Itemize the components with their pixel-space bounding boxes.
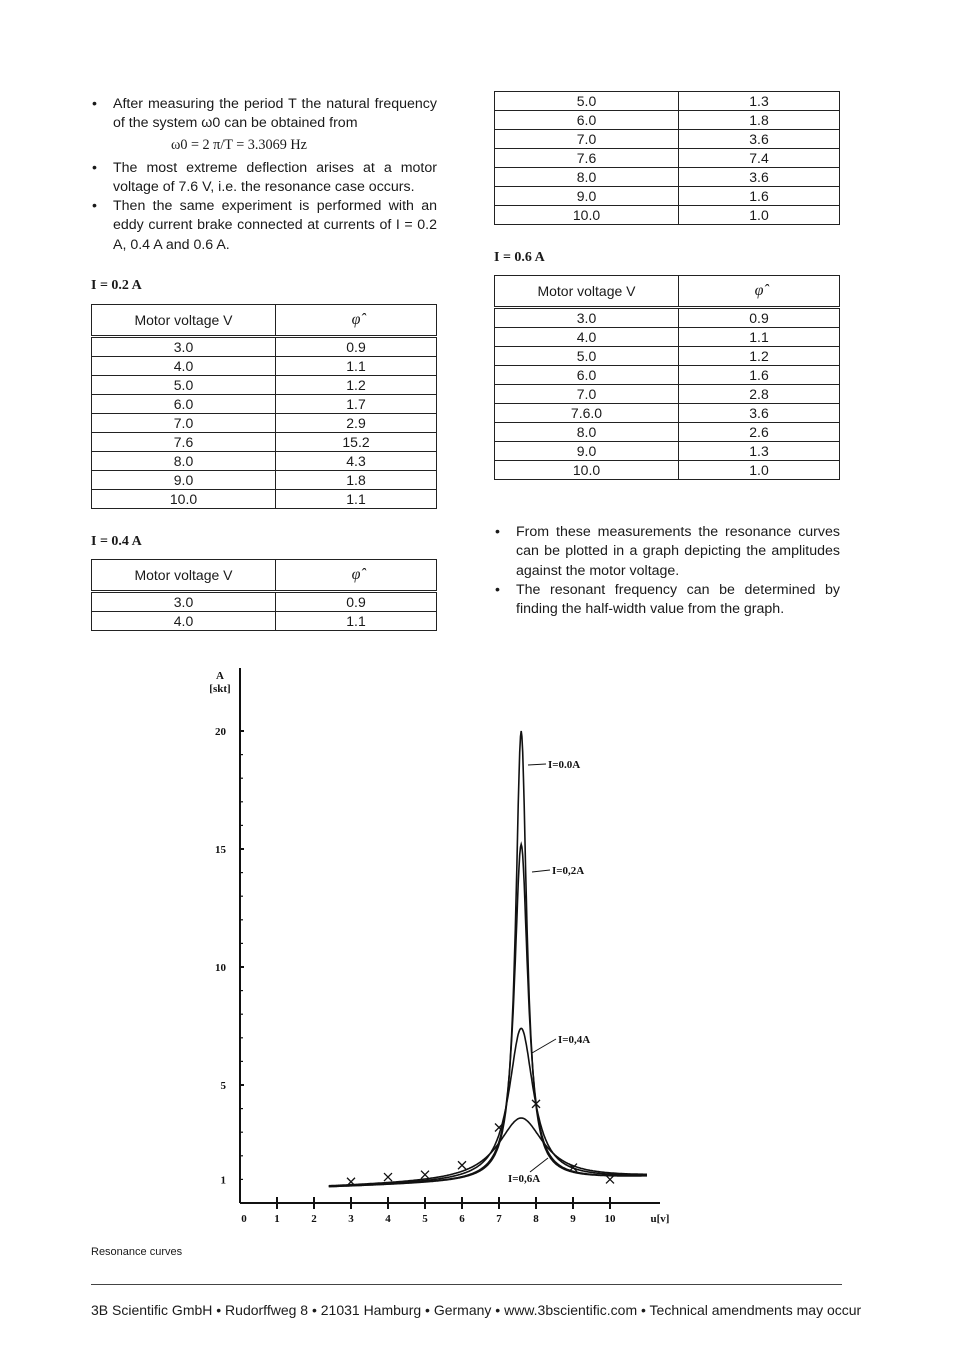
x-tick-label: 2	[311, 1213, 317, 1225]
resonance-chart	[0, 660, 954, 1260]
table-0.6A	[494, 275, 840, 480]
y-tick-label: 5	[220, 1080, 226, 1092]
table-row	[495, 149, 840, 168]
table-label-0.4A: I = 0.4 A	[91, 534, 142, 549]
amplitude-cell: 1.2	[276, 376, 437, 395]
voltage-cell: 7.6	[495, 149, 679, 168]
table-row	[495, 366, 840, 385]
table-row	[495, 442, 840, 461]
amplitude-cell: 2.8	[679, 385, 840, 404]
bullet-text: From these measurements the resonance curves can be plotted in a graph depicting the amplitudes against the motor voltage.	[516, 524, 840, 579]
table-row	[495, 423, 840, 442]
series-line	[329, 731, 647, 1187]
amplitude-cell: 1.1	[276, 612, 437, 631]
voltage-cell: 6.0	[495, 366, 679, 385]
amplitude-cell: 1.8	[276, 471, 437, 490]
amplitude-cell: 1.1	[679, 328, 840, 347]
amplitude-cell: 1.8	[679, 111, 840, 130]
voltage-cell: 8.0	[495, 423, 679, 442]
table-row	[495, 328, 840, 347]
data-point-marker	[606, 1175, 614, 1183]
x-tick-label: 0	[241, 1213, 247, 1225]
table-row	[495, 187, 840, 206]
amplitude-cell: 1.1	[276, 490, 437, 509]
table-label-0.2A: I = 0.2 A	[91, 278, 142, 293]
header-amplitude: φ̂	[276, 305, 437, 337]
series-label: I=0.0A	[548, 759, 581, 771]
amplitude-cell: 4.3	[276, 452, 437, 471]
amplitude-cell: 0.9	[276, 337, 437, 357]
table-row	[495, 168, 840, 187]
figure-caption: Resonance curves	[91, 1246, 183, 1258]
amplitude-cell: 1.3	[679, 92, 840, 111]
data-point-marker	[384, 1173, 392, 1181]
voltage-cell: 7.6.0	[495, 404, 679, 423]
footer-divider	[91, 1284, 842, 1285]
x-tick-label: 5	[422, 1213, 428, 1225]
voltage-cell: 8.0	[495, 168, 679, 187]
x-tick-label: 10	[604, 1213, 616, 1225]
amplitude-cell: 0.9	[679, 308, 840, 328]
amplitude-cell: 1.2	[679, 347, 840, 366]
voltage-cell: 4.0	[92, 357, 276, 376]
table-row	[495, 385, 840, 404]
series-line	[329, 844, 647, 1186]
footer-text: 3B Scientific GmbH • Rudorffweg 8 • 21031 Hamburg • Germany • www.3bscientific.com • Technical amendments may occur	[91, 1302, 862, 1318]
table-row	[92, 592, 437, 612]
chart-labels	[508, 759, 590, 1185]
label-leader	[532, 870, 550, 872]
voltage-cell: 3.0	[92, 337, 276, 357]
table-row	[92, 452, 437, 471]
header-motor-voltage: Motor voltage V	[92, 305, 276, 337]
header-amplitude: φ̂	[276, 560, 437, 592]
left-bullet-list	[91, 95, 437, 255]
voltage-cell: 4.0	[92, 612, 276, 631]
x-axis-label: u[v]	[650, 1213, 670, 1225]
header-motor-voltage: Motor voltage V	[495, 276, 679, 308]
table-row	[495, 92, 840, 111]
formula-omega: ω0 = 2 π/T = 3.3069 Hz	[171, 136, 307, 153]
chart-curves	[329, 731, 647, 1187]
y-tick-label: 1	[220, 1174, 226, 1187]
voltage-cell: 7.0	[92, 414, 276, 433]
amplitude-cell: 2.6	[679, 423, 840, 442]
amplitude-cell: 1.3	[679, 442, 840, 461]
data-point-marker	[458, 1161, 466, 1169]
table-row	[92, 376, 437, 395]
table-row	[92, 395, 437, 414]
table-row	[495, 130, 840, 149]
y-tick-label: 20	[215, 726, 226, 738]
table-row	[92, 357, 437, 376]
amplitude-cell: 1.6	[679, 366, 840, 385]
amplitude-cell: 7.4	[679, 149, 840, 168]
bullet-plot	[494, 523, 840, 581]
voltage-cell: 3.0	[495, 308, 679, 328]
x-tick-label: 4	[385, 1213, 391, 1225]
x-tick-label: 3	[348, 1213, 354, 1225]
voltage-cell: 7.0	[495, 130, 679, 149]
series-label: I=0,6A	[508, 1173, 541, 1185]
table-row	[495, 111, 840, 130]
bullet-text: After measuring the period T the natural frequency of the system ω0 can be obtained from	[113, 96, 437, 132]
voltage-cell: 4.0	[495, 328, 679, 347]
voltage-cell: 10.0	[495, 206, 679, 225]
voltage-cell: 9.0	[92, 471, 276, 490]
amplitude-cell: 1.7	[276, 395, 437, 414]
voltage-cell: 7.6	[92, 433, 276, 452]
voltage-cell: 5.0	[495, 92, 679, 111]
amplitude-cell: 15.2	[276, 433, 437, 452]
voltage-cell: 6.0	[92, 395, 276, 414]
chart-axes	[209, 668, 669, 1225]
voltage-cell: 10.0	[495, 461, 679, 480]
bullet-eddy-current	[91, 197, 437, 255]
label-leader	[530, 1158, 548, 1172]
amplitude-cell: 0.9	[276, 592, 437, 612]
voltage-cell: 9.0	[495, 187, 679, 206]
label-leader	[528, 764, 546, 765]
table-row	[92, 471, 437, 490]
amplitude-cell: 1.0	[679, 206, 840, 225]
table-row	[92, 612, 437, 631]
table-row	[495, 308, 840, 328]
x-tick-label: 7	[496, 1213, 502, 1225]
header-motor-voltage: Motor voltage V	[92, 560, 276, 592]
right-bullet-list	[494, 523, 840, 619]
x-tick-label: 9	[570, 1213, 576, 1225]
table-row	[92, 337, 437, 357]
x-tick-label: 8	[533, 1213, 539, 1225]
bullet-text: The most extreme deflection arises at a motor voltage of 7.6 V, i.e. the resonance case occurs.	[113, 159, 437, 195]
table-0.4A-continued	[494, 91, 840, 225]
amplitude-cell: 1.1	[276, 357, 437, 376]
x-tick-label: 1	[274, 1213, 280, 1225]
amplitude-cell: 1.6	[679, 187, 840, 206]
voltage-cell: 9.0	[495, 442, 679, 461]
voltage-cell: 6.0	[495, 111, 679, 130]
voltage-cell: 7.0	[495, 385, 679, 404]
y-axis-unit: [skt]	[209, 683, 231, 695]
bullet-resonance	[91, 159, 437, 198]
voltage-cell: 5.0	[495, 347, 679, 366]
table-0.2A	[91, 304, 437, 509]
voltage-cell: 8.0	[92, 452, 276, 471]
table-row	[92, 433, 437, 452]
label-leader	[532, 1039, 556, 1053]
table-row	[495, 347, 840, 366]
y-axis-label: A	[216, 670, 224, 682]
voltage-cell: 5.0	[92, 376, 276, 395]
bullet-text: The resonant frequency can be determined by finding the half-width value from the graph.	[516, 581, 840, 618]
series-label: I=0,2A	[552, 865, 585, 877]
table-row	[92, 414, 437, 433]
amplitude-cell: 3.6	[679, 130, 840, 149]
table-row	[495, 206, 840, 225]
amplitude-cell: 3.6	[679, 168, 840, 187]
bullet-text: Then the same experiment is performed with an eddy current brake connected at currents of I = 0.2 A, 0.4 A and 0.6 A.	[113, 198, 437, 253]
voltage-cell: 10.0	[92, 490, 276, 509]
table-row	[495, 461, 840, 480]
y-tick-label: 15	[215, 844, 226, 856]
table-row	[495, 404, 840, 423]
amplitude-cell: 2.9	[276, 414, 437, 433]
amplitude-cell: 3.6	[679, 404, 840, 423]
amplitude-cell: 1.0	[679, 461, 840, 480]
x-tick-label: 6	[459, 1213, 465, 1225]
data-point-marker	[421, 1171, 429, 1179]
table-label-0.6A: I = 0.6 A	[494, 250, 545, 265]
series-label: I=0,4A	[558, 1034, 591, 1046]
y-tick-label: 10	[215, 962, 226, 974]
voltage-cell: 3.0	[92, 592, 276, 612]
table-row	[92, 490, 437, 509]
bullet-half-width	[494, 581, 840, 620]
header-amplitude: φ̂	[679, 276, 840, 308]
table-0.4A-start	[91, 559, 437, 631]
bullet-natural-frequency	[91, 95, 437, 155]
